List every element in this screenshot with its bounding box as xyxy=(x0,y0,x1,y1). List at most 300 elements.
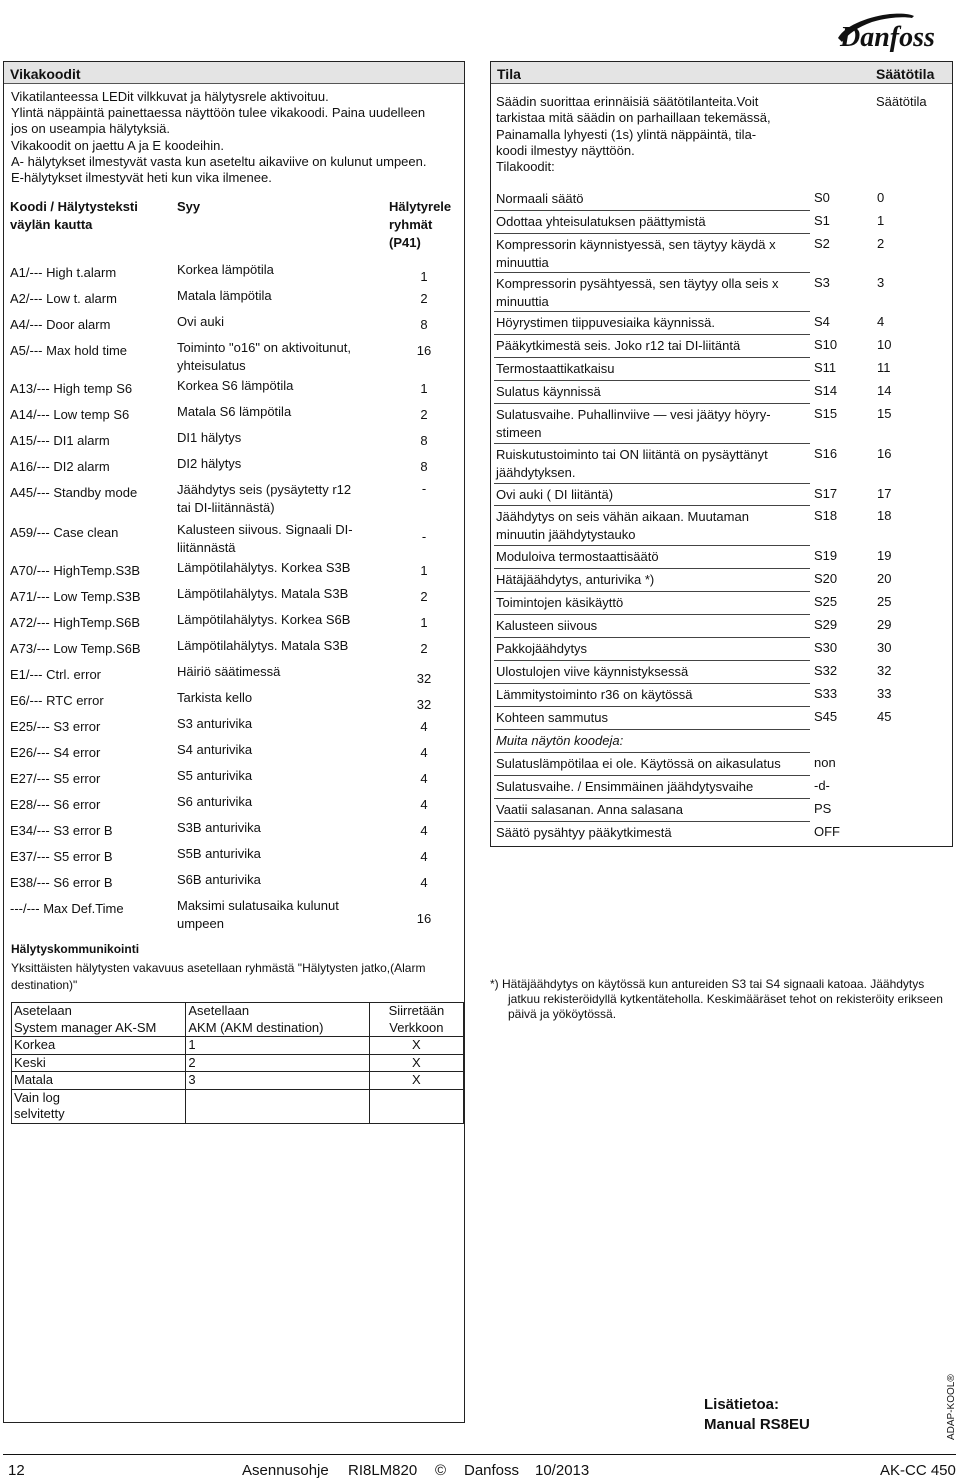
status-description xyxy=(496,801,801,819)
status-description xyxy=(496,446,801,481)
doc-code: RI8LM820 xyxy=(348,1462,418,1479)
status-description xyxy=(496,383,801,401)
status-value: 17 xyxy=(877,486,892,501)
status-code: S3 xyxy=(814,275,830,290)
alarm-row xyxy=(4,741,464,767)
alarm-cause xyxy=(177,455,387,473)
priority-cell xyxy=(369,1037,463,1055)
alarm-row xyxy=(4,481,464,515)
alarm-codes-intro xyxy=(11,89,463,186)
status-description xyxy=(496,755,801,773)
status-code: S30 xyxy=(814,640,838,655)
status-code: S1 xyxy=(814,213,830,228)
priority-cell-line: Matala xyxy=(14,1072,54,1087)
alarm-row xyxy=(4,845,464,871)
alarm-relay-group: 4 xyxy=(420,823,428,838)
alarm-code: A14/--- Low temp S6 xyxy=(10,407,130,422)
alarm-cause xyxy=(177,559,387,577)
status-value: 2 xyxy=(877,236,885,251)
priority-cell xyxy=(12,1037,186,1055)
alarm-code: E27/--- S5 error xyxy=(10,771,101,786)
priority-cell xyxy=(369,1054,463,1072)
alarm-relay-group: 8 xyxy=(420,459,428,474)
status-code: S16 xyxy=(814,446,838,461)
alarm-cause xyxy=(177,819,387,837)
row-divider xyxy=(494,798,810,799)
priority-cell-line: Siirretään xyxy=(388,1003,445,1018)
status-description-line: Sulatuslämpötilaa ei ole. Käytössä on aikasulatus xyxy=(496,756,781,771)
status-description xyxy=(496,508,801,543)
alarm-row xyxy=(4,897,464,931)
intro-line: Vikatilanteessa LEDit vilkkuvat ja hälytysrele aktivoituu. xyxy=(11,89,329,104)
danfoss-logo xyxy=(832,8,954,52)
status-description xyxy=(496,236,801,271)
status-value: 18 xyxy=(877,508,892,523)
status-code: S11 xyxy=(814,360,837,375)
row-divider xyxy=(494,483,810,484)
row-divider xyxy=(494,591,810,592)
row-divider xyxy=(494,272,810,273)
alarm-relay-group: 4 xyxy=(420,875,428,890)
status-code: S32 xyxy=(814,663,838,678)
status-value: 16 xyxy=(877,446,892,461)
status-codes-header xyxy=(491,62,952,84)
status-description-line: Termostaattikatkaisu xyxy=(496,361,615,376)
footer-divider xyxy=(3,1454,956,1455)
alarm-cause xyxy=(177,261,387,279)
priority-cell-line: Vain log xyxy=(14,1089,61,1105)
status-description xyxy=(496,406,801,441)
adap-kool-mark: ADAP-KOOL® xyxy=(946,1374,957,1440)
priority-cell-line: Korkea xyxy=(14,1037,56,1052)
alarm-cause-line: Matala lämpötila xyxy=(177,288,272,303)
alarm-relay-group: 4 xyxy=(420,771,428,786)
alarm-cause-line: S6B anturivika xyxy=(177,872,261,887)
alarm-cause-line: tai DI-liitännästä) xyxy=(177,499,275,515)
status-intro xyxy=(496,94,796,175)
status-description-line: Pakkojäähdytys xyxy=(496,641,588,656)
row-divider xyxy=(494,443,810,444)
status-description-line: Vaatii salasanan. Anna salasana xyxy=(496,802,683,817)
alarm-cause-line: DI1 hälytys xyxy=(177,430,242,445)
status-description xyxy=(496,486,801,504)
alarm-cause-line: S3 anturivika xyxy=(177,716,253,731)
status-code: -d- xyxy=(814,778,830,793)
alarm-relay-group: 1 xyxy=(420,269,428,284)
cause-column-header: Syy xyxy=(177,199,201,214)
priority-cell xyxy=(186,1037,369,1055)
alarm-cause-line: Korkea lämpötila xyxy=(177,262,274,277)
status-description-line: Moduloiva termostaattisäätö xyxy=(496,549,659,564)
alarm-cause-line: Lämpötilahälytys. Korkea S6B xyxy=(177,612,351,627)
alarm-code: ---/--- Max Def.Time xyxy=(10,901,124,916)
priority-cell xyxy=(186,1072,369,1090)
priority-cell-line: selvitetty xyxy=(14,1106,65,1121)
priority-cell-line: X xyxy=(412,1072,421,1087)
status-code: S18 xyxy=(814,508,838,523)
copyright-symbol: © xyxy=(435,1462,447,1479)
status-value: 0 xyxy=(877,190,885,205)
alarm-row xyxy=(4,287,464,313)
alarm-cause-line: Lämpötilahälytys. Matala S3B xyxy=(177,638,349,653)
status-description-line: jäähdytyksen. xyxy=(496,464,576,480)
status-description xyxy=(496,548,801,566)
alarm-row xyxy=(4,715,464,741)
control-state-header-label: Säätötila xyxy=(876,66,935,82)
row-divider xyxy=(494,683,810,684)
status-value: 10 xyxy=(877,337,892,352)
alarm-row xyxy=(4,559,464,585)
product-name: AK-CC 450 xyxy=(880,1462,956,1479)
alarm-cause xyxy=(177,585,387,603)
alarm-cause-line: Häiriö säätimessä xyxy=(177,664,281,679)
priority-row xyxy=(12,1072,464,1090)
footnote: *) Hätäjäähdytys on käytössä kun antureiden S3 tai S4 signaali katoaa. Jäähdytys jatkuu rekisteröidyllä kytkentäteholla. Keskimääräset tehot on rekisteröity erikseen päivä ja yököytössä. xyxy=(490,977,943,1021)
row-divider xyxy=(494,614,810,615)
alarm-row xyxy=(4,767,464,793)
logo-text: Danfoss xyxy=(840,22,935,52)
alarm-relay-group: - xyxy=(421,481,427,496)
status-value: 25 xyxy=(877,594,892,609)
intro-line: jos on useampia hälytyksiä. xyxy=(11,121,170,137)
status-description-line: Kompressorin käynnistyessä, sen täytyy käydä x xyxy=(496,237,776,252)
alarm-cause-line: Toiminto "o16" on aktivoitunut, xyxy=(177,340,351,355)
status-description-line: Ovi auki ( DI liitäntä) xyxy=(496,487,614,502)
row-divider xyxy=(494,357,810,358)
alarm-cause-line: S5B anturivika xyxy=(177,846,261,861)
priority-cell-line: 3 xyxy=(188,1072,196,1087)
alarm-cause xyxy=(177,637,387,655)
priority-cell xyxy=(12,1072,186,1090)
page-number: 12 xyxy=(8,1462,25,1479)
status-value: 14 xyxy=(877,383,892,398)
status-value: 4 xyxy=(877,314,885,329)
alarm-cause xyxy=(177,403,387,421)
row-divider xyxy=(494,706,810,707)
row-divider xyxy=(494,545,810,546)
status-description xyxy=(496,190,801,208)
status-description-line: Pääkytkimestä seis. Joko r12 tai DI-liitäntä xyxy=(496,338,741,353)
alarm-row xyxy=(4,313,464,339)
intro-line: Säädin suorittaa erinnäisiä säätötilanteita.Voit xyxy=(496,94,759,109)
intro-line: Tilakoodit: xyxy=(496,159,555,175)
row-divider xyxy=(494,775,810,776)
alarm-code: A72/--- HighTemp.S6B xyxy=(10,615,141,630)
priority-row xyxy=(12,1037,464,1055)
priority-cell-line: 1 xyxy=(188,1037,196,1052)
status-value: 20 xyxy=(877,571,892,586)
status-description xyxy=(496,824,801,842)
status-description-line: Toimintojen käsikäyttö xyxy=(496,595,624,610)
alarm-row xyxy=(4,689,464,715)
alarm-cause xyxy=(177,663,387,681)
alarm-cause xyxy=(177,793,387,811)
status-code: S0 xyxy=(814,190,830,205)
alarm-relay-group: 32 xyxy=(416,671,432,686)
alarm-cause-line: Lämpötilahälytys. Matala S3B xyxy=(177,586,349,601)
priority-cell xyxy=(369,1089,463,1123)
row-divider xyxy=(494,505,810,506)
status-value: 32 xyxy=(877,663,892,678)
status-value: 29 xyxy=(877,617,892,632)
status-description xyxy=(496,732,801,750)
status-description-line: Ruiskutustoiminto tai ON liitäntä on pysäyttänyt xyxy=(496,447,768,462)
status-description-line: Sulatusvaihe. Puhallinviive — vesi jäätyy höyry- xyxy=(496,407,771,422)
alarm-cause xyxy=(177,313,387,331)
row-divider xyxy=(494,821,810,822)
status-codes-panel xyxy=(490,61,953,847)
alarm-code: A2/--- Low t. alarm xyxy=(10,291,117,306)
status-code: S17 xyxy=(814,486,838,501)
doc-date: 10/2013 xyxy=(535,1462,590,1479)
status-code: S19 xyxy=(814,548,838,563)
alarm-cause-line: Lämpötilahälytys. Korkea S3B xyxy=(177,560,351,575)
alarm-row xyxy=(4,429,464,455)
alarm-cause-line: Korkea S6 lämpötila xyxy=(177,378,294,393)
alarm-relay-group: 4 xyxy=(420,849,428,864)
intro-line: A- hälytykset ilmestyvät vasta kun aseteltu aikaviive on kulunut umpeen. xyxy=(11,153,427,169)
alarm-code: A4/--- Door alarm xyxy=(10,317,111,332)
status-description xyxy=(496,640,801,658)
alarm-codes-title: Vikakoodit xyxy=(4,62,464,84)
priority-cell-line: Asetellaan xyxy=(188,1003,250,1018)
status-description-line: minuutin jäähdytystauko xyxy=(496,526,636,542)
priority-cell-line: X xyxy=(412,1037,421,1052)
alarm-cause xyxy=(177,897,387,932)
priority-cell xyxy=(12,1089,186,1123)
status-description-line: Lämmitystoiminto r36 on käytössä xyxy=(496,687,693,702)
alarm-code: A73/--- Low Temp.S6B xyxy=(10,641,141,656)
alarm-relay-group: 8 xyxy=(420,433,428,448)
alarm-code: A1/--- High t.alarm xyxy=(10,265,117,280)
status-description-line: Höyrystimen tiippuvesiaika käynnissä. xyxy=(496,315,715,330)
alarm-relay-group: 1 xyxy=(420,563,428,578)
status-description-line: Jäähdytys on seis vähän aikaan. Muutaman xyxy=(496,509,749,524)
intro-line: Painamalla lyhyesti (1s) ylintä näppäintä, tila- xyxy=(496,126,757,142)
alarm-cause xyxy=(177,741,387,759)
status-description-line: Odottaa yhteisulatuksen päättymistä xyxy=(496,214,706,229)
alarm-row xyxy=(4,339,464,373)
alarm-cause xyxy=(177,715,387,733)
status-description-line: minuuttia xyxy=(496,293,549,309)
priority-row xyxy=(12,1089,464,1123)
status-description-line: Kohteen sammutus xyxy=(496,710,609,725)
status-header-label: Tila xyxy=(497,66,521,82)
status-value: 1 xyxy=(877,213,885,228)
alarm-cause-line: S3B anturivika xyxy=(177,820,261,835)
alarm-code: A59/--- Case clean xyxy=(10,525,119,540)
row-divider xyxy=(494,729,810,730)
alarm-relay-group: 4 xyxy=(420,745,428,760)
priority-cell-line: Verkkoon xyxy=(389,1019,444,1035)
alarm-row xyxy=(4,793,464,819)
status-code: non xyxy=(814,755,836,770)
status-code: S45 xyxy=(814,709,838,724)
alarm-relay-group: 8 xyxy=(420,317,428,332)
row-divider xyxy=(494,752,810,753)
priority-cell-line: Asetelaan xyxy=(14,1003,72,1018)
status-code: S20 xyxy=(814,571,838,586)
alarm-cause xyxy=(177,611,387,629)
status-value: 19 xyxy=(877,548,892,563)
alarm-relay-group: 1 xyxy=(420,615,428,630)
status-code: S25 xyxy=(814,594,838,609)
priority-cell-line: 2 xyxy=(188,1054,196,1070)
alarm-relay-group: 2 xyxy=(420,641,428,656)
code-column-header: Koodi / Hälytysteksti väylän kautta xyxy=(10,199,138,232)
alarm-code: A70/--- HighTemp.S3B xyxy=(10,563,141,578)
status-code: PS xyxy=(814,801,832,816)
status-description xyxy=(496,709,801,727)
alarm-code: A15/--- DI1 alarm xyxy=(10,433,110,448)
control-state-label: Säätötila xyxy=(876,94,927,109)
alarm-cause xyxy=(177,689,387,707)
status-description xyxy=(496,337,801,355)
status-description xyxy=(496,663,801,681)
row-divider xyxy=(494,311,810,312)
alarm-communication-desc: Yksittäisten hälytysten vakavuus asetellaan ryhmästä "Hälytysten jatko,(Alarm destination)" xyxy=(11,961,426,992)
alarm-code: E25/--- S3 error xyxy=(10,719,101,734)
alarm-row xyxy=(4,585,464,611)
alarm-cause xyxy=(177,287,387,305)
group-column-header: Hälytyrele ryhmät (P41) xyxy=(389,199,452,250)
status-value: 30 xyxy=(877,640,892,655)
priority-cell xyxy=(186,1054,369,1072)
alarm-row xyxy=(4,261,464,287)
alarm-cause-line: S5 anturivika xyxy=(177,768,253,783)
alarm-relay-group: 4 xyxy=(420,797,428,812)
priority-cell xyxy=(186,1089,369,1123)
status-description xyxy=(496,617,801,635)
alarm-code: E1/--- Ctrl. error xyxy=(10,667,101,682)
alarm-code: E6/--- RTC error xyxy=(10,693,104,708)
alarm-cause-line: yhteisulatus xyxy=(177,357,246,373)
status-code: S2 xyxy=(814,236,830,251)
alarm-relay-group: 2 xyxy=(420,407,428,422)
alarm-row xyxy=(4,377,464,403)
company-name: Danfoss xyxy=(464,1462,520,1479)
alarm-cause xyxy=(177,339,387,374)
priority-cell-line xyxy=(188,1090,366,1107)
alarm-cause-line: liitännästä xyxy=(177,539,236,555)
alarm-code: E37/--- S5 error B xyxy=(10,849,113,864)
status-value: 3 xyxy=(877,275,885,290)
status-description-line: minuuttia xyxy=(496,254,549,270)
alarm-cause xyxy=(177,429,387,447)
alarm-code: E26/--- S4 error xyxy=(10,745,101,760)
alarm-cause-line: S6 anturivika xyxy=(177,794,253,809)
alarm-cause xyxy=(177,845,387,863)
alarm-code: A16/--- DI2 alarm xyxy=(10,459,110,474)
status-description xyxy=(496,778,801,796)
priority-cell xyxy=(186,1003,369,1037)
status-code: OFF xyxy=(814,824,840,839)
status-code: S4 xyxy=(814,314,830,329)
intro-line: E-hälytykset ilmestyvät heti kun vika ilmenee. xyxy=(11,170,272,186)
status-description-line: Kalusteen siivous xyxy=(496,618,598,633)
priority-cell xyxy=(12,1003,186,1037)
intro-line: Ylintä näppäintä painettaessa näyttöön tulee vikakoodi. Paina uudelleen xyxy=(11,105,426,121)
status-description xyxy=(496,686,801,704)
alarm-cause-line: Tarkista kello xyxy=(177,690,253,705)
priority-row xyxy=(12,1054,464,1072)
alarm-cause-line: umpeen xyxy=(177,915,224,931)
alarm-cause-line: Jäähdytys seis (pysäytetty r12 xyxy=(177,482,352,497)
status-description-line: Ulostulojen viive käynnistyksessä xyxy=(496,664,689,679)
status-value: 11 xyxy=(877,360,891,375)
status-description xyxy=(496,360,801,378)
intro-line: koodi ilmestyy näyttöön. xyxy=(496,142,635,158)
alarm-relay-group: - xyxy=(421,529,427,544)
status-description-line: Kompressorin pysähtyessä, sen täytyy olla seis x xyxy=(496,276,779,291)
status-description-line: Normaali säätö xyxy=(496,191,584,206)
alarm-relay-group: 4 xyxy=(420,719,428,734)
alarm-code: A45/--- Standby mode xyxy=(10,485,138,500)
status-description-line: Muita näytön koodeja: xyxy=(496,733,624,748)
status-description xyxy=(496,571,801,589)
alarm-relay-group: 1 xyxy=(420,381,428,396)
alarm-relay-group: 2 xyxy=(420,291,428,306)
status-description-line: stimeen xyxy=(496,424,542,440)
alarm-codes-panel xyxy=(3,61,465,1423)
alarm-relay-group: 16 xyxy=(416,343,432,358)
status-code: S10 xyxy=(814,337,838,352)
alarm-cause xyxy=(177,521,387,556)
alarm-cause xyxy=(177,871,387,889)
alarm-cause xyxy=(177,481,387,516)
doc-type: Asennusohje xyxy=(242,1462,329,1479)
alarm-relay-group: 16 xyxy=(416,911,432,926)
alarm-cause-line: Maksimi sulatusaika kulunut xyxy=(177,898,339,913)
alarm-code: A71/--- Low Temp.S3B xyxy=(10,589,141,604)
alarm-communication-title: Hälytyskommunikointi xyxy=(11,942,140,956)
alarm-code: E38/--- S6 error B xyxy=(10,875,113,890)
status-code: S33 xyxy=(814,686,838,701)
alarm-row xyxy=(4,819,464,845)
row-divider xyxy=(494,380,810,381)
status-description-line: Sulatusvaihe. / Ensimmäinen jäähdytysvaihe xyxy=(496,779,754,794)
status-description xyxy=(496,275,801,310)
status-code: S14 xyxy=(814,383,838,398)
status-description-line: Säätö pysähtyy pääkytkimestä xyxy=(496,825,672,840)
alarm-relay-group: 32 xyxy=(416,697,432,712)
alarm-code: E28/--- S6 error xyxy=(10,797,101,812)
alarm-row xyxy=(4,637,464,663)
row-divider xyxy=(494,210,810,211)
status-code: S29 xyxy=(814,617,838,632)
alarm-cause-line: Matala S6 lämpötila xyxy=(177,404,292,419)
priority-cell xyxy=(369,1072,463,1090)
alarm-row xyxy=(4,521,464,555)
row-divider xyxy=(494,334,810,335)
status-description xyxy=(496,213,801,231)
intro-line: Vikakoodit on jaettu A ja E koodeihin. xyxy=(11,137,224,153)
priority-cell-line: Keski xyxy=(14,1054,46,1070)
alarm-cause xyxy=(177,767,387,785)
status-description xyxy=(496,314,801,332)
alarm-code: E34/--- S3 error B xyxy=(10,823,113,838)
alarm-code: A5/--- Max hold time xyxy=(10,343,128,358)
status-value: 15 xyxy=(877,406,892,421)
priority-cell-line: X xyxy=(412,1054,421,1070)
priority-cell xyxy=(369,1003,463,1037)
intro-line: tarkistaa mitä säädin on parhaillaan tekemässä, xyxy=(496,110,771,126)
status-description-line: Sulatus käynnissä xyxy=(496,384,601,399)
row-divider xyxy=(494,568,810,569)
priority-row xyxy=(12,1003,464,1037)
priority-cell-line: AKM (AKM destination) xyxy=(188,1019,324,1035)
alarm-row xyxy=(4,403,464,429)
